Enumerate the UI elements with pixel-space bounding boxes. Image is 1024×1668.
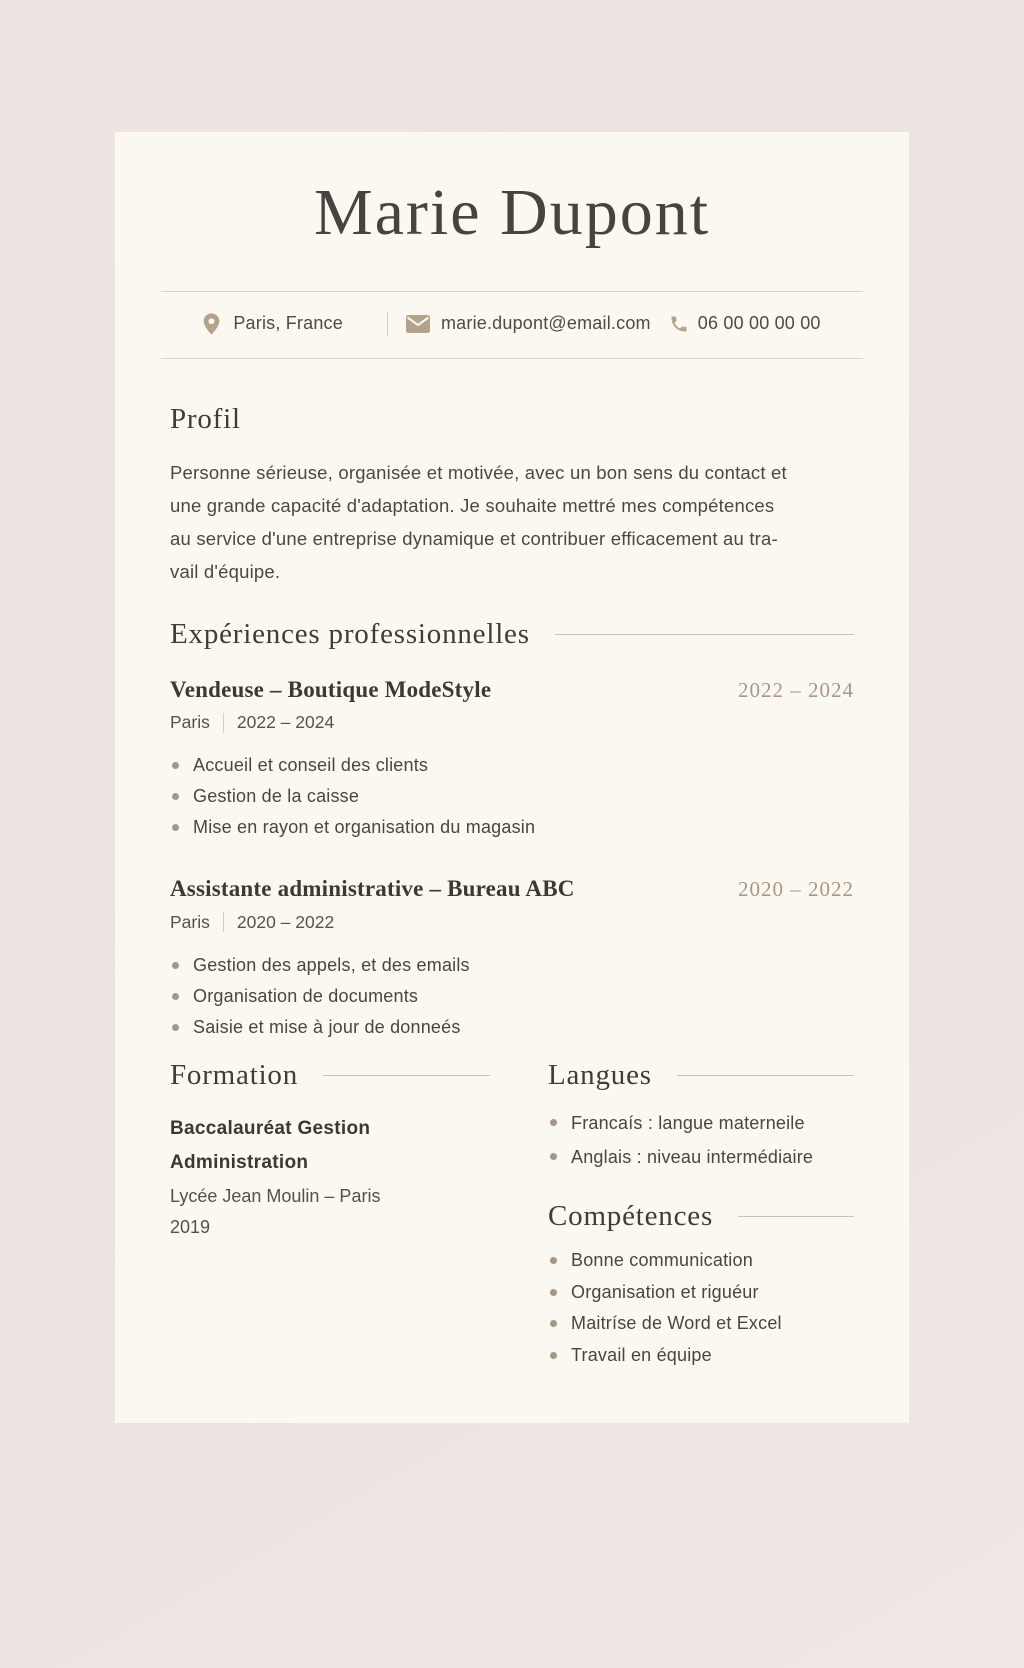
job-bullet-list — [170, 750, 854, 843]
bullet-text: Gestion des appels, et des emails — [193, 954, 470, 975]
formation-degree: Baccalauréat Gestion Administration — [170, 1118, 371, 1174]
location-pin-icon — [203, 313, 220, 335]
meta-divider — [223, 713, 224, 733]
experience-heading: Expériences professionnelles — [170, 617, 530, 650]
bullet-dot — [550, 1153, 557, 1160]
job-meta — [170, 712, 854, 733]
list-item — [548, 1308, 854, 1340]
competences-list — [548, 1245, 854, 1371]
section-profil — [170, 402, 854, 588]
list-item — [170, 812, 854, 843]
experience-heading-row — [170, 617, 854, 652]
job-location: Paris — [170, 712, 210, 733]
job-title-row — [170, 676, 854, 704]
bullet-dot — [172, 762, 179, 769]
langues-heading: Langues — [548, 1058, 652, 1091]
heading-rule — [738, 1216, 854, 1217]
formation-school: Lycée Jean Moulin – Paris — [170, 1186, 381, 1207]
resume-document — [115, 132, 909, 1423]
langues-heading-row — [548, 1058, 854, 1093]
right-column — [548, 1058, 854, 1372]
formation-heading-row — [170, 1058, 490, 1093]
job-location: Paris — [170, 911, 210, 932]
bullet-text: Maitríse de Word et Excel — [571, 1313, 782, 1334]
bullet-text: Organisation de documents — [193, 985, 419, 1006]
bullet-dot — [550, 1320, 557, 1327]
job-title: Assistante administrative – Bureau ABC — [170, 876, 575, 902]
list-item — [170, 950, 854, 981]
bullet-text: Francaís : langue materneile — [571, 1113, 805, 1134]
bullet-text: Bonne communication — [571, 1250, 753, 1271]
bullet-dot — [172, 962, 179, 969]
formation-year: 2019 — [170, 1217, 211, 1238]
list-item — [548, 1277, 854, 1309]
profil-line: une grande capacité d'adaptation. Je souhaite mettré mes compétences — [170, 494, 775, 516]
job-period: 2020 – 2022 — [738, 877, 854, 902]
profil-line: au service d'une entreprise dynamique et contribuer efficacement au tra- — [170, 527, 778, 549]
job-dates: 2020 – 2022 — [236, 911, 335, 932]
bullet-text: Gestion de la caisse — [193, 786, 360, 807]
job-period: 2022 – 2024 — [738, 677, 854, 702]
job-meta — [170, 912, 854, 933]
bullet-text: Saisie et mise à jour de donneés — [193, 1016, 461, 1037]
heading-rule — [677, 1075, 854, 1076]
bullet-dot — [172, 993, 179, 1000]
bullet-text: Anglais : niveau intermédiaire — [571, 1147, 814, 1168]
section-formation — [170, 1058, 490, 1372]
contact-divider — [387, 312, 388, 336]
bullet-dot — [172, 1024, 179, 1031]
bullet-dot — [550, 1289, 557, 1296]
bullet-text: Organisation et riguéur — [571, 1281, 759, 1302]
envelope-icon — [406, 315, 430, 333]
list-item — [548, 1140, 854, 1174]
job-bullet-list — [170, 950, 854, 1043]
job-dates: 2022 – 2024 — [236, 712, 335, 733]
phone-handset-icon — [669, 314, 689, 334]
bottom-columns — [170, 1058, 854, 1372]
bullet-dot — [550, 1257, 557, 1264]
profil-line: vail d'équipe. — [170, 560, 281, 582]
section-experience — [170, 617, 854, 1043]
profil-line: Personne sérieuse, organisée et motivée, avec un bon sens du contact et — [170, 461, 787, 483]
bullet-text: Travail en équipe — [571, 1344, 712, 1365]
bullet-dot — [172, 824, 179, 831]
bullet-dot — [550, 1119, 557, 1126]
list-item — [170, 981, 854, 1012]
job-title-row — [170, 875, 854, 903]
list-item — [548, 1340, 854, 1372]
job-title: Vendeuse – Boutique ModeStyle — [170, 676, 492, 702]
heading-rule — [555, 634, 854, 635]
page-title: Marie Dupont — [313, 176, 711, 249]
formation-heading: Formation — [170, 1058, 299, 1091]
bullet-dot — [172, 793, 179, 800]
profil-paragraph — [170, 456, 854, 588]
list-item — [548, 1106, 854, 1140]
bullet-text: Mise en rayon et organisation du magasin — [193, 817, 536, 838]
contact-phone: 06 00 00 00 00 — [697, 313, 821, 334]
contact-email: marie.dupont@email.com — [440, 313, 651, 334]
job-entry — [170, 875, 854, 1043]
bullet-text: Accueil et conseil des clients — [193, 755, 429, 776]
list-item — [170, 1012, 854, 1043]
list-item — [548, 1245, 854, 1277]
job-entry — [170, 676, 854, 844]
competences-heading-row — [548, 1199, 854, 1234]
contact-location: Paris, France — [233, 313, 343, 334]
langues-list — [548, 1106, 854, 1174]
contact-bar — [170, 292, 854, 358]
bullet-dot — [550, 1352, 557, 1359]
heading-rule — [323, 1075, 490, 1076]
list-item — [170, 750, 854, 781]
list-item — [170, 781, 854, 812]
divider-header-bottom — [161, 358, 863, 359]
meta-divider — [223, 912, 224, 932]
competences-heading: Compétences — [548, 1200, 714, 1233]
profil-heading: Profil — [170, 402, 241, 435]
